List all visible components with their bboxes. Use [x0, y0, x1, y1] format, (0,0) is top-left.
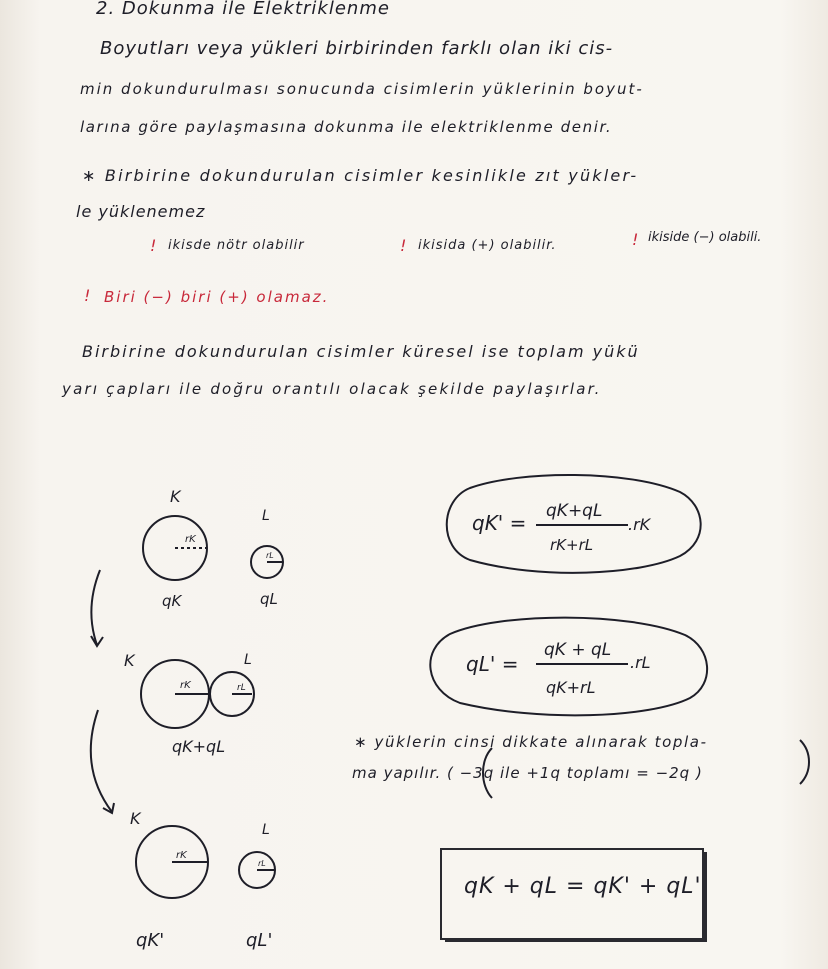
case-both-positive: ikisida (+) olabilir.: [418, 238, 557, 253]
arrow-head-icon: [91, 636, 103, 646]
label-l-stage3: L: [262, 822, 270, 838]
formula-k-numerator: qK+qL: [546, 501, 603, 521]
definition-line-1: Boyutları veya yükleri birbirinden farklı olan iki cis-: [100, 38, 614, 59]
spherical-line-1: Birbirine dokundurulan cisimler küresel ise toplam yükü: [82, 342, 640, 361]
forbidden-marker: !: [84, 286, 92, 305]
formula-l-multiplier: .rL: [630, 653, 651, 672]
final-charge-l-label: qL': [246, 930, 273, 951]
label-l-stage2: L: [244, 652, 252, 668]
rule-line-1: ∗ Birbirine dokundurulan cisimler kesinlikle zıt yükler-: [82, 166, 639, 185]
forbidden-case: Biri (−) biri (+) olamaz.: [104, 288, 330, 306]
case-both-negative: ikiside (−) olabili.: [648, 230, 762, 245]
case-both-neutral: ikisde nötr olabilir: [168, 238, 305, 253]
label-l-stage1: L: [262, 508, 270, 524]
radius-k-touching-label: rK: [180, 680, 191, 691]
final-charge-k-label: qK': [136, 930, 165, 951]
formula-k-multiplier: .rK: [628, 515, 651, 534]
note-line-1: ∗ yüklerin cinsi dikkate alınarak topla-: [354, 733, 708, 751]
sum-charge-label: qK+qL: [172, 737, 226, 756]
conservation-equation: qK + qL = qK' + qL': [464, 874, 702, 899]
page-title: 2. Dokunma ile Elektriklenme: [96, 0, 390, 19]
radius-k-after-label: rK: [176, 850, 187, 861]
formula-l-lhs: qL' =: [466, 652, 519, 676]
radius-k-label: rK: [185, 534, 196, 545]
charge-l-label: qL: [260, 590, 278, 608]
bullet-2-marker: !: [400, 236, 408, 255]
radius-l-touching-label: rL: [237, 683, 246, 693]
label-k-stage3: K: [130, 809, 141, 828]
arrow-down-icon: [91, 570, 100, 645]
spherical-line-2: yarı çapları ile doğru orantılı olacak şekilde paylaşırlar.: [62, 380, 602, 398]
formula-k-lhs: qK' =: [472, 511, 527, 535]
paren-close-icon: [800, 740, 809, 784]
label-k-stage2: K: [124, 651, 135, 670]
formula-k-denominator: rK+rL: [550, 536, 594, 554]
arrow-down-icon-2: [91, 710, 112, 812]
charge-k-label: qK: [162, 592, 182, 610]
definition-line-2: min dokundurulması sonucunda cisimlerin yüklerinin boyut-: [80, 80, 644, 98]
radius-l-after-label: rL: [258, 859, 266, 868]
label-k-stage1: K: [170, 487, 181, 506]
definition-line-3: larına göre paylaşmasına dokunma ile elektriklenme denir.: [80, 118, 613, 136]
formula-l-numerator: qK + qL: [544, 640, 612, 660]
rule-line-2: le yüklenemez: [76, 202, 206, 221]
formula-l-denominator: qK+rL: [546, 678, 596, 697]
radius-l-label: rL: [266, 551, 274, 560]
note-line-2: ma yapılır. ( −3q ile +1q toplamı = −2q ): [352, 764, 703, 782]
bullet-3-marker: !: [632, 230, 640, 249]
bullet-1-marker: !: [150, 236, 158, 255]
